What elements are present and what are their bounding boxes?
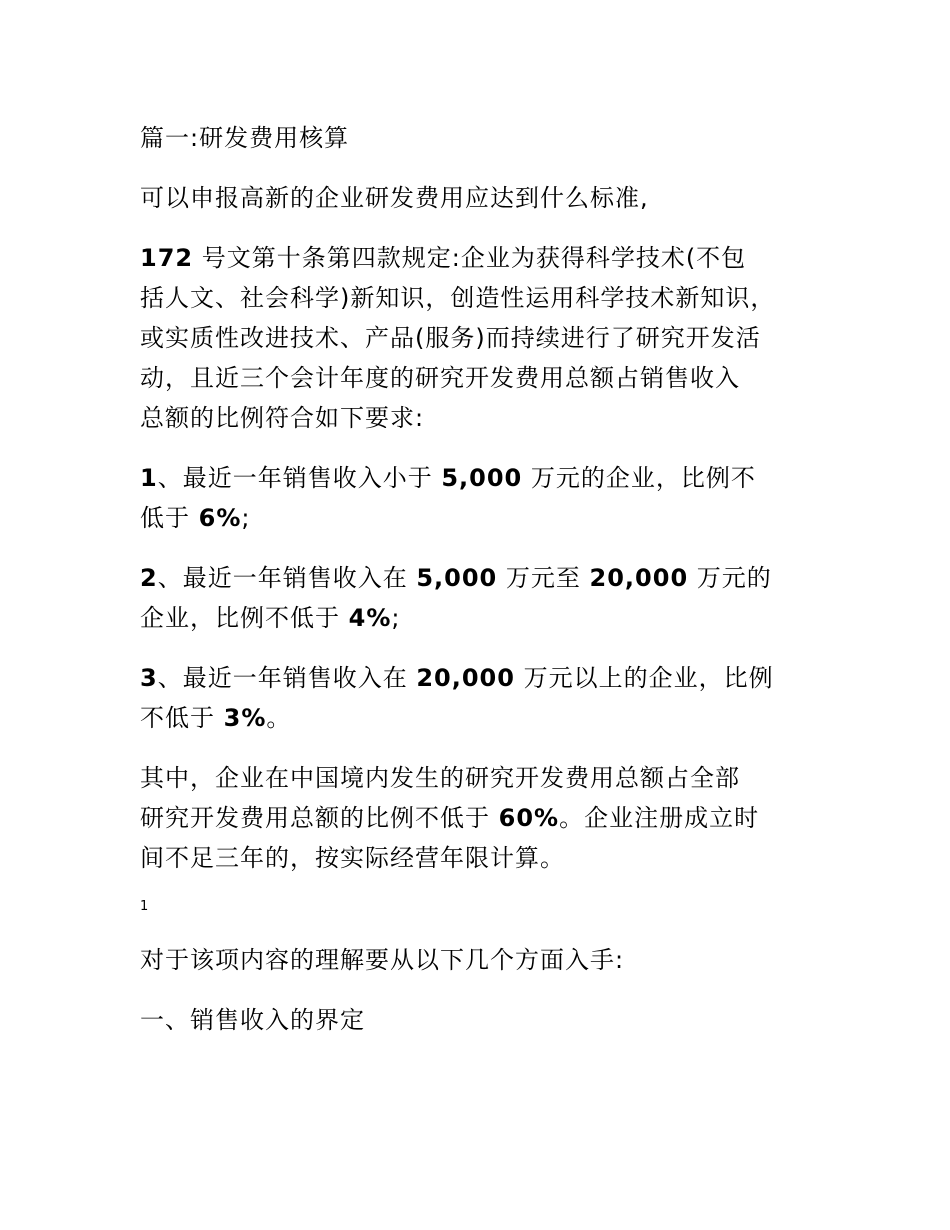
requirement-item-1: 1、最近一年销售收入小于 5,000 万元的企业，比例不 低于 6%; [140, 464, 756, 532]
regulation-line-2: 括人文、社会科学)新知识，创造性运用科学技术新知识， [140, 284, 776, 312]
regulation-line-1: 172 号文第十条第四款规定:企业为获得科学技术(不包 [140, 244, 747, 272]
understanding-paragraph: 对于该项内容的理解要从以下几个方面入手: [140, 946, 625, 974]
regulation-paragraph [140, 238, 830, 438]
doc-number: 172 [140, 244, 194, 272]
regulation-line-4: 动，且近三个会计年度的研究开发费用总额占销售收入 [140, 364, 740, 392]
section-heading-one: 一、销售收入的界定 [140, 1006, 365, 1034]
requirement-item-2: 2、最近一年销售收入在 5,000 万元至 20,000 万元的 企业，比例不低于 4%; [140, 564, 772, 632]
question-paragraph: 可以申报高新的企业研发费用应达到什么标准, [140, 184, 649, 212]
document-heading: 篇一:研发费用核算 [140, 124, 350, 152]
regulation-line-3: 或实质性改进技术、产品(服务)而持续进行了研究开发活 [140, 324, 761, 352]
page-number: 1 [140, 899, 149, 914]
domestic-ratio-paragraph: 其中，企业在中国境内发生的研究开发费用总额占全部 研究开发费用总额的比例不低于 60%。企业注册成立时 间不足三年的，按实际经营年限计算。 [140, 764, 760, 872]
requirement-item-3: 3、最近一年销售收入在 20,000 万元以上的企业，比例 不低于 3%。 [140, 664, 774, 732]
regulation-line-5: 总额的比例符合如下要求: [140, 404, 425, 432]
